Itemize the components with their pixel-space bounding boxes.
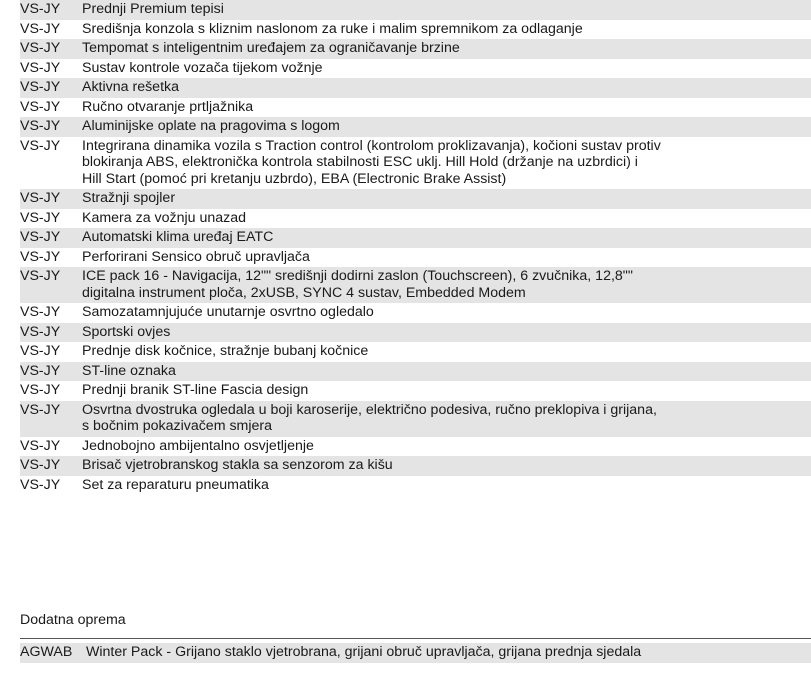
equipment-description: Samozatamnjujuće unutarnje osvrtno ogledalo <box>82 304 374 320</box>
equipment-description: Aktivna rešetka <box>82 79 179 95</box>
equipment-description: Stražnji spojler <box>82 190 176 206</box>
equipment-row <box>20 78 811 98</box>
equipment-description: Kamera za vožnju unazad <box>82 209 247 226</box>
equipment-code: VS-JY <box>20 476 61 493</box>
equipment-code: VS-JY <box>20 118 61 134</box>
equipment-description: Osvrtna dvostruka ogledala u boji karoserije, električno podesiva, ručno preklopiva i grijana, s bočnim pokazivačem smjera <box>82 401 657 434</box>
equipment-row <box>20 362 811 382</box>
equipment-code: VS-JY <box>20 209 61 226</box>
equipment-row <box>20 98 811 118</box>
equipment-description: Ručno otvaranje prtljažnika <box>82 98 254 115</box>
equipment-row <box>20 342 811 362</box>
equipment-row <box>20 401 811 437</box>
equipment-row <box>20 189 811 209</box>
equipment-description: Sportski ovjes <box>82 323 171 340</box>
equipment-description: Prednje disk kočnice, stražnje bubanj kočnice <box>82 343 369 359</box>
equipment-code: VS-JY <box>20 229 61 245</box>
equipment-description: Jednobojno ambijentalno osvjetljenje <box>82 437 314 454</box>
equipment-description: Aluminijske oplate na pragovima s logom <box>82 118 340 134</box>
equipment-code: VS-JY <box>20 98 61 115</box>
equipment-row <box>20 643 811 663</box>
equipment-code: VS-JY <box>20 20 61 37</box>
equipment-row <box>20 39 811 59</box>
equipment-code: VS-JY <box>20 382 61 398</box>
equipment-row <box>20 437 811 457</box>
equipment-code: AGWAB <box>20 644 73 660</box>
equipment-row <box>20 323 811 343</box>
equipment-description: Brisač vjetrobranskog stakla sa senzorom za kišu <box>82 457 393 473</box>
extras-divider <box>20 638 811 639</box>
equipment-description: Integrirana dinamika vozila s Traction control (kontrolom proklizavanja), kočioni sustav protiv blokiranja ABS, elektronička kontrola stabilnosti ESC uklj. Hill Hold (držanje na uzbrdici) i Hill Start (pomoć pri kretanju uzbrdo), EBA (Electronic Brake Assist) <box>82 137 661 187</box>
equipment-code: VS-JY <box>20 190 61 206</box>
equipment-description: Automatski klima uređaj EATC <box>82 229 274 245</box>
equipment-row <box>20 476 811 496</box>
equipment-code: VS-JY <box>20 40 61 56</box>
equipment-code: VS-JY <box>20 248 61 265</box>
equipment-row <box>20 59 811 79</box>
equipment-code: VS-JY <box>20 137 61 154</box>
equipment-row <box>20 267 811 303</box>
equipment-code: VS-JY <box>20 323 61 340</box>
equipment-description: ICE pack 16 - Navigacija, 12"" središnji dodirni zaslon (Touchscreen), 6 zvučnika, 12,8"" digitalna instrument ploča, 2xUSB, SYNC 4 sustav, Embedded Modem <box>82 268 633 301</box>
extras-section-title: Dodatna oprema <box>20 612 126 628</box>
equipment-code: VS-JY <box>20 401 61 418</box>
equipment-row <box>20 303 811 323</box>
equipment-code: VS-JY <box>20 79 61 95</box>
equipment-row <box>20 381 811 401</box>
equipment-code: VS-JY <box>20 59 61 76</box>
equipment-row <box>20 137 811 190</box>
equipment-code: VS-JY <box>20 304 61 320</box>
equipment-description: Sustav kontrole vozača tijekom vožnje <box>82 59 323 76</box>
standard-equipment-list <box>20 0 811 495</box>
equipment-code: VS-JY <box>20 457 61 473</box>
equipment-description: ST-line oznaka <box>82 362 176 379</box>
equipment-row <box>20 456 811 476</box>
equipment-description: Perforirani Sensico obruč upravljača <box>82 248 310 265</box>
equipment-row <box>20 228 811 248</box>
extras-list <box>20 643 811 663</box>
equipment-row <box>20 248 811 268</box>
equipment-description: Središnja konzola s kliznim naslonom za ruke i malim spremnikom za odlaganje <box>82 20 583 37</box>
equipment-row <box>20 209 811 229</box>
equipment-code: VS-JY <box>20 268 61 284</box>
equipment-code: VS-JY <box>20 343 61 359</box>
equipment-description: Winter Pack - Grijano staklo vjetrobrana, grijani obruč upravljača, grijana prednja sjedala <box>86 644 642 660</box>
equipment-description: Prednji branik ST-line Fascia design <box>82 382 309 398</box>
equipment-description: Tempomat s inteligentnim uređajem za ograničavanje brzine <box>82 40 460 56</box>
equipment-code: VS-JY <box>20 1 61 17</box>
equipment-code: VS-JY <box>20 437 61 454</box>
equipment-code: VS-JY <box>20 362 61 379</box>
equipment-row <box>20 0 811 20</box>
equipment-row <box>20 20 811 40</box>
equipment-row <box>20 117 811 137</box>
equipment-description: Prednji Premium tepisi <box>82 1 224 17</box>
equipment-description: Set za reparaturu pneumatika <box>82 476 269 493</box>
